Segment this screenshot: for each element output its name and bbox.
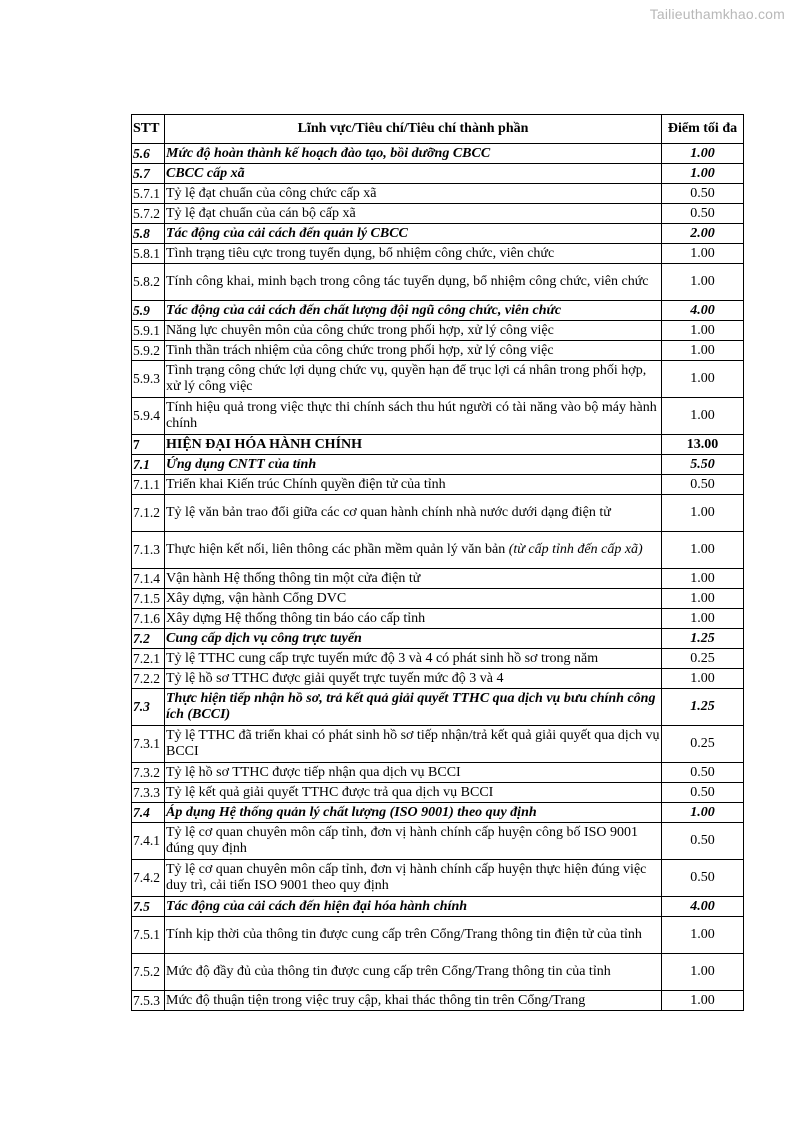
row-criteria (165, 532, 662, 569)
row-max-points: 1.00 (662, 803, 744, 823)
row-max-points: 0.50 (662, 823, 744, 860)
table-row (132, 244, 744, 264)
row-max-points: 4.00 (662, 301, 744, 321)
criteria-text: Tỷ lệ TTHC đã triển khai có phát sinh hồ sơ tiếp nhận/trả kết quả giải quyết qua dịch vụ BCCI (166, 728, 660, 759)
header-max-points: Điểm tối đa (662, 115, 744, 144)
table-row (132, 917, 744, 954)
criteria-text: Tỷ lệ cơ quan chuyên môn cấp tỉnh, đơn vị hành chính cấp huyện công bố ISO 9001 đúng quy định (166, 825, 639, 856)
row-number: 7.3.3 (132, 783, 165, 803)
row-criteria (165, 629, 662, 649)
table-row (132, 532, 744, 569)
criteria-text: Tác động của cải cách đến chất lượng đội ngũ công chức, viên chức (166, 302, 562, 318)
row-number: 7.1.2 (132, 495, 165, 532)
table-body (132, 144, 744, 1011)
table-row (132, 589, 744, 609)
row-max-points: 13.00 (662, 435, 744, 455)
table-row (132, 495, 744, 532)
row-max-points: 0.25 (662, 649, 744, 669)
table-row (132, 689, 744, 726)
row-max-points: 1.00 (662, 341, 744, 361)
criteria-text: Ứng dụng CNTT của tỉnh (166, 456, 317, 472)
row-max-points: 0.50 (662, 783, 744, 803)
criteria-note: (từ cấp tỉnh đến cấp xã) (508, 542, 643, 557)
table-row (132, 726, 744, 763)
table-row (132, 783, 744, 803)
row-max-points: 0.50 (662, 763, 744, 783)
criteria-text: Tinh thần trách nhiệm của công chức trong phối hợp, xử lý công việc (166, 342, 554, 358)
table-row (132, 204, 744, 224)
row-criteria (165, 726, 662, 763)
row-number: 5.7.1 (132, 184, 165, 204)
criteria-text: Thực hiện tiếp nhận hồ sơ, trả kết quả giải quyết TTHC qua dịch vụ bưu chính công ích (BCCI) (166, 691, 656, 722)
row-criteria (165, 435, 662, 455)
row-number: 5.9.3 (132, 361, 165, 398)
row-criteria (165, 495, 662, 532)
row-criteria (165, 589, 662, 609)
table-row (132, 569, 744, 589)
row-criteria (165, 321, 662, 341)
criteria-text: Tỷ lệ hồ sơ TTHC được tiếp nhận qua dịch vụ BCCI (166, 764, 461, 780)
criteria-table (131, 114, 744, 1011)
table-row (132, 609, 744, 629)
row-number: 5.8.1 (132, 244, 165, 264)
row-criteria (165, 224, 662, 244)
table-row (132, 629, 744, 649)
row-max-points: 4.00 (662, 897, 744, 917)
table-row (132, 435, 744, 455)
criteria-text: Tác động của cải cách đến quản lý CBCC (166, 225, 408, 241)
row-max-points: 1.00 (662, 495, 744, 532)
row-max-points: 0.50 (662, 860, 744, 897)
row-criteria (165, 144, 662, 164)
criteria-text: Tình trạng công chức lợi dụng chức vụ, quyền hạn để trục lợi cá nhân trong phối hợp, xử lý công việc (166, 363, 647, 394)
row-criteria (165, 264, 662, 301)
row-number: 7.5 (132, 897, 165, 917)
row-criteria (165, 184, 662, 204)
row-number: 7.1.1 (132, 475, 165, 495)
row-number: 5.7 (132, 164, 165, 184)
row-criteria (165, 361, 662, 398)
table-row (132, 649, 744, 669)
row-number: 7 (132, 435, 165, 455)
row-max-points: 1.00 (662, 609, 744, 629)
row-criteria (165, 475, 662, 495)
row-max-points: 0.50 (662, 184, 744, 204)
criteria-text: Tỷ lệ TTHC cung cấp trực tuyến mức độ 3 và 4 có phát sinh hồ sơ trong năm (166, 650, 599, 666)
row-criteria (165, 569, 662, 589)
row-number: 7.3.2 (132, 763, 165, 783)
row-number: 7.1 (132, 455, 165, 475)
row-number: 7.1.3 (132, 532, 165, 569)
row-criteria (165, 897, 662, 917)
criteria-text: Tỷ lệ văn bản trao đổi giữa các cơ quan hành chính nhà nước dưới dạng điện tử (166, 505, 611, 520)
row-number: 5.6 (132, 144, 165, 164)
criteria-text: Tính hiệu quả trong việc thực thi chính sách thu hút người có tài năng vào bộ máy hành chính (166, 400, 657, 431)
row-number: 7.1.4 (132, 569, 165, 589)
criteria-text: Cung cấp dịch vụ công trực tuyến (166, 630, 362, 646)
row-criteria (165, 649, 662, 669)
row-max-points: 1.00 (662, 589, 744, 609)
criteria-text: Mức độ đầy đủ của thông tin được cung cấp trên Cổng/Trang thông tin của tỉnh (166, 964, 611, 979)
row-number: 7.4.2 (132, 860, 165, 897)
header-stt: STT (132, 115, 165, 144)
row-number: 5.8.2 (132, 264, 165, 301)
header-criteria: Lĩnh vực/Tiêu chí/Tiêu chí thành phần (165, 115, 662, 144)
criteria-text: Mức độ thuận tiện trong việc truy cập, khai thác thông tin trên Cổng/Trang (166, 992, 586, 1008)
criteria-text: Áp dụng Hệ thống quản lý chất lượng (ISO 9001) theo quy định (166, 804, 537, 820)
row-number: 7.4.1 (132, 823, 165, 860)
row-criteria (165, 609, 662, 629)
row-criteria (165, 244, 662, 264)
row-criteria (165, 398, 662, 435)
table-row (132, 398, 744, 435)
row-number: 5.9.4 (132, 398, 165, 435)
row-max-points: 1.25 (662, 629, 744, 649)
row-max-points: 1.00 (662, 991, 744, 1011)
row-criteria (165, 860, 662, 897)
row-number: 7.2.1 (132, 649, 165, 669)
row-criteria (165, 763, 662, 783)
criteria-text: Tỷ lệ đạt chuẩn của cán bộ cấp xã (166, 205, 356, 221)
row-criteria (165, 689, 662, 726)
row-criteria (165, 204, 662, 224)
row-number: 7.4 (132, 803, 165, 823)
criteria-text: Tính công khai, minh bạch trong công tác tuyển dụng, bổ nhiệm công chức, viên chức (166, 274, 649, 289)
table-row (132, 823, 744, 860)
table-row (132, 475, 744, 495)
row-max-points: 1.00 (662, 321, 744, 341)
row-max-points: 0.50 (662, 475, 744, 495)
table-row (132, 224, 744, 244)
row-max-points: 1.00 (662, 532, 744, 569)
criteria-text: Vận hành Hệ thống thông tin một cửa điện tử (166, 570, 421, 586)
row-criteria (165, 783, 662, 803)
row-number: 7.5.2 (132, 954, 165, 991)
table-row (132, 164, 744, 184)
row-max-points: 1.00 (662, 669, 744, 689)
row-number: 5.9 (132, 301, 165, 321)
row-number: 5.9.1 (132, 321, 165, 341)
criteria-text: Xây dựng Hệ thống thông tin báo cáo cấp tỉnh (166, 610, 426, 626)
row-number: 7.1.6 (132, 609, 165, 629)
table-row (132, 321, 744, 341)
table-row (132, 455, 744, 475)
criteria-text: CBCC cấp xã (166, 165, 245, 181)
table-row (132, 264, 744, 301)
row-max-points: 1.00 (662, 164, 744, 184)
table-row (132, 184, 744, 204)
criteria-text: Thực hiện kết nối, liên thông các phần mềm quản lý văn bản (166, 542, 509, 557)
row-number: 7.2 (132, 629, 165, 649)
row-number: 7.1.5 (132, 589, 165, 609)
row-criteria (165, 164, 662, 184)
table-row (132, 763, 744, 783)
row-max-points: 5.50 (662, 455, 744, 475)
criteria-text: Tỷ lệ cơ quan chuyên môn cấp tỉnh, đơn vị hành chính cấp huyện thực hiện đúng việc duy trì, cải tiến ISO 9001 theo quy định (166, 862, 647, 893)
row-max-points: 1.25 (662, 689, 744, 726)
row-number: 7.3 (132, 689, 165, 726)
criteria-text: Tác động của cải cách đến hiện đại hóa hành chính (166, 898, 468, 914)
criteria-text: Tỷ lệ hồ sơ TTHC được giải quyết trực tuyến mức độ 3 và 4 (166, 670, 504, 686)
row-criteria (165, 455, 662, 475)
row-max-points: 1.00 (662, 144, 744, 164)
row-criteria (165, 991, 662, 1011)
table-row (132, 361, 744, 398)
criteria-text: Tỷ lệ kết quả giải quyết TTHC được trả qua dịch vụ BCCI (166, 784, 494, 800)
row-number: 5.7.2 (132, 204, 165, 224)
criteria-text: Tính kịp thời của thông tin được cung cấp trên Cổng/Trang thông tin điện tử của tỉnh (166, 927, 642, 942)
row-max-points: 1.00 (662, 954, 744, 991)
row-criteria (165, 954, 662, 991)
row-max-points: 1.00 (662, 244, 744, 264)
row-criteria (165, 823, 662, 860)
row-number: 7.5.1 (132, 917, 165, 954)
table-row (132, 301, 744, 321)
row-number: 7.3.1 (132, 726, 165, 763)
table-row (132, 669, 744, 689)
watermark-text: Tailieuthamkhao.com (649, 6, 785, 22)
table-row (132, 803, 744, 823)
row-criteria (165, 669, 662, 689)
table-row (132, 897, 744, 917)
row-criteria (165, 803, 662, 823)
row-max-points: 0.25 (662, 726, 744, 763)
row-criteria (165, 301, 662, 321)
row-criteria (165, 917, 662, 954)
table-row (132, 991, 744, 1011)
row-max-points: 1.00 (662, 398, 744, 435)
row-number: 7.2.2 (132, 669, 165, 689)
criteria-text: Triển khai Kiến trúc Chính quyền điện tử của tỉnh (166, 476, 446, 492)
row-max-points: 1.00 (662, 917, 744, 954)
table-header-row (132, 115, 744, 144)
criteria-text: Mức độ hoàn thành kế hoạch đào tạo, bồi dưỡng CBCC (166, 145, 491, 161)
table-row (132, 144, 744, 164)
criteria-text: Tỷ lệ đạt chuẩn của công chức cấp xã (166, 185, 377, 201)
table-row (132, 860, 744, 897)
row-number: 7.5.3 (132, 991, 165, 1011)
row-max-points: 1.00 (662, 361, 744, 398)
criteria-text: Tình trạng tiêu cực trong tuyển dụng, bổ nhiệm công chức, viên chức (166, 245, 555, 261)
row-max-points: 2.00 (662, 224, 744, 244)
criteria-text: Năng lực chuyên môn của công chức trong phối hợp, xử lý công việc (166, 322, 554, 338)
criteria-text: HIỆN ĐẠI HÓA HÀNH CHÍNH (166, 436, 363, 452)
row-max-points: 1.00 (662, 569, 744, 589)
row-number: 5.8 (132, 224, 165, 244)
row-number: 5.9.2 (132, 341, 165, 361)
row-max-points: 0.50 (662, 204, 744, 224)
table-row (132, 341, 744, 361)
table-row (132, 954, 744, 991)
criteria-text: Xây dựng, vận hành Cổng DVC (166, 590, 347, 606)
row-criteria (165, 341, 662, 361)
row-max-points: 1.00 (662, 264, 744, 301)
